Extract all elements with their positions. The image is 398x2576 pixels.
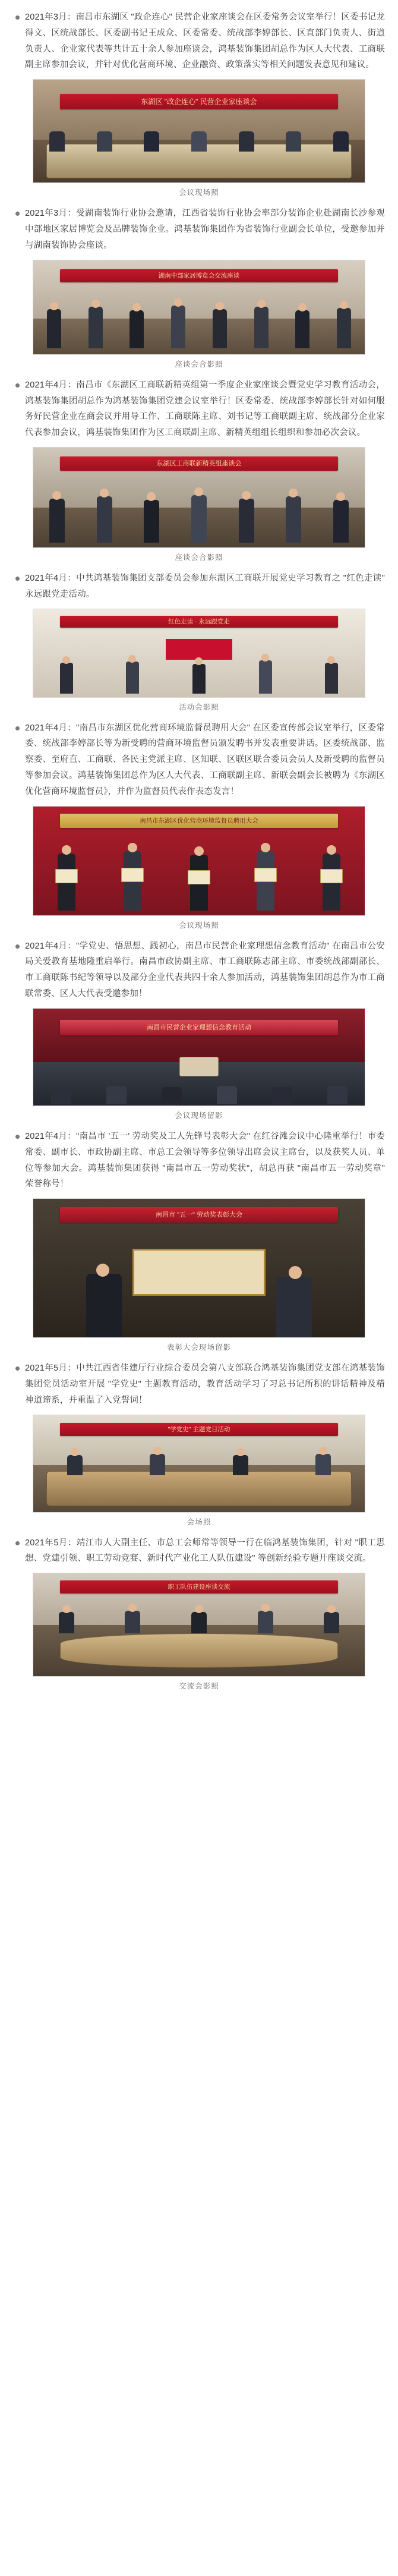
- photo-scene: [33, 807, 365, 915]
- article-entry: [13, 1129, 385, 1352]
- banner-text: 南昌市 "五一" 劳动奖表彰大会: [60, 1207, 339, 1223]
- entry-photo-block: [13, 1415, 385, 1527]
- article-entry: [13, 720, 385, 930]
- photo-party-meeting: [33, 1415, 365, 1513]
- article-entry: [13, 571, 385, 712]
- article-entry: [13, 1535, 385, 1692]
- banner-text: 东湖区工商联新精英组座谈会: [60, 456, 339, 471]
- entry-paragraph: 2021年3月：受湖南装饰行业协会邀请，江西省装饰行业协会率部分装饰企业赴湖南长沙参观中部地区家居博览会及品牌装饰企业。鸿基装饰集团作为省装饰行业副会长单位，受邀参加并与湖南装饰协会座谈。: [13, 206, 385, 253]
- photo-certificate-award: [33, 806, 365, 916]
- entry-paragraph: 2021年4月："学党史、悟思想、践初心，南昌市民营企业家理想信念教育活动" 在南昌市公安局关爱教育基地隆重启举行。南昌市政协副主席、市工商联陈志部主席、市委统战部副部长、市工商联陈书纪等领导以及部分企业代表共四十余人参加活动，鸿基装饰集团胡总作为市工商联常委、区人大代表受邀参加！: [13, 939, 385, 1002]
- banner-text: 东湖区 "政企连心" 民营企业家座谈会: [60, 94, 339, 109]
- entry-photo-block: [13, 1573, 385, 1691]
- photo-caption: 活动会影照: [179, 703, 219, 711]
- banner-text: 南昌市东湖区优化营商环境监督员聘用大会: [60, 814, 339, 828]
- entry-paragraph: 2021年4月："南昌市东湖区优化营商环境监督员聘用大会" 在区委宣传部会议室举行，区委常委、统战部李婷部长等为新受聘的营商环境监督员颁发聘书并发表重要讲话。区委统战部、监察委、至府直、工商联、各民主党派主席、区知联、区联区联合委员会员人及新受聘的监督员等参加会议。鸿基装饰集团总作为区人大代表、工商联副主席、新联会副会长被聘为《东湖区优化营商环境监督员》，并作为监督员代表作表态发言！: [13, 720, 385, 800]
- photo-scene: [33, 1009, 365, 1106]
- entry-photo-block: [13, 806, 385, 930]
- photo-caption: 会议现场照: [179, 921, 219, 930]
- banner-text: 湖南中部家居博览会交流座谈: [60, 269, 339, 282]
- banner-text: 红色走读 · 永远跟党走: [60, 616, 339, 628]
- photo-caption: 表彰大会现场留影: [166, 1343, 231, 1352]
- photo-caption: 会议现场留影: [175, 1111, 223, 1120]
- banner-text: 职工队伍建设座谈交流: [60, 1580, 339, 1594]
- photo-caption: 座谈会合影照: [175, 360, 223, 369]
- photo-scene: [33, 1573, 365, 1676]
- photo-caption: 座谈会合影照: [175, 553, 223, 562]
- entry-photo-block: [13, 260, 385, 369]
- photo-round-table: [33, 1573, 365, 1677]
- entry-paragraph: 2021年4月："南昌市 '五一' 劳动奖及工人先锋号表彰大会" 在红谷滩会议中心隆重举行！市委常委、副市长、市政协副主席、市总工会领导等多位领导出席会议主席台，以及获奖人员、单位等参加大会。鸿基装饰集团获得 "南昌市五一劳动奖状"，胡总再获 "南昌市五一劳动奖章" 荣誉称号！: [13, 1129, 385, 1192]
- photo-award-ceremony: [33, 1198, 365, 1338]
- entry-photo-block: [13, 1198, 385, 1352]
- photo-meeting-hall: [33, 79, 365, 183]
- banner-text: "学党史" 主题党日活动: [60, 1423, 339, 1436]
- entry-paragraph: 2021年4月：南昌市《东湖区工商联新精英组第一季度企业家座谈会暨党史学习教育活动会，鸿基装饰集团胡总作为鸿基装饰集团党建会议室举行！区委常委、统战部李婷部长针对如何服务好民营企业在商会议并用导工作、工商联陈主席、刘书记等工商联副主席、统战部分企业家代表参加会议，鸿基装饰集团作为区工商联副主席、新精英组组长组织和参加必次会议。: [13, 377, 385, 441]
- photo-scene: [33, 448, 365, 547]
- photo-red-tour: [33, 609, 365, 698]
- article-entry: [13, 1361, 385, 1526]
- photo-caption: 会场照: [187, 1517, 211, 1526]
- entry-photo-block: [13, 447, 385, 562]
- entry-paragraph: 2021年5月：靖江市人大副主任、市总工会师常等领导一行在临鸿基装饰集团，针对 "职工思想、党建引领、职工劳动竞赛、新时代产业化工人队伍建设" 等创新经验专题开座谈交流。: [13, 1535, 385, 1567]
- banner-text: 南昌市民营企业家理想信念教育活动: [60, 1020, 339, 1035]
- photo-caption: 会议现场照: [179, 188, 219, 197]
- article-entry: [13, 206, 385, 369]
- photo-scene: [33, 1415, 365, 1512]
- photo-auditorium: [33, 1008, 365, 1106]
- entry-paragraph: 2021年4月：中共鸿基装饰集团支部委员会参加东湖区工商联开展党史学习教育之 "红色走读" 永远跟党走活动。: [13, 571, 385, 603]
- photo-scene: [33, 1199, 365, 1337]
- entry-paragraph: 2021年3月：南昌市东湖区 "政企连心" 民营企业家座谈会在区委常务会议室举行！区委书记龙得文、区统战部长、区委副书记王成众、区委常委、统战部李婷部长、区直部门负责人、街道负责人、企业家代表等共计五十余人参加座谈会，鸿基装饰集团胡总作为区人大代表、工商联副主席参加会议，并针对优化营商环境、企业融资、政策落实等相关问题发表意见和建议。: [13, 10, 385, 73]
- article-entry: [13, 939, 385, 1120]
- article-entry: [13, 10, 385, 197]
- entry-photo-block: [13, 79, 385, 197]
- photo-caption: 交流会影照: [179, 1682, 219, 1691]
- photo-scene: [33, 609, 365, 697]
- photo-scene: [33, 80, 365, 182]
- photo-group-hunan: [33, 260, 365, 355]
- photo-scene: [33, 260, 365, 354]
- entry-photo-block: [13, 609, 385, 712]
- entry-photo-block: [13, 1008, 385, 1120]
- article-entry: [13, 377, 385, 562]
- entry-paragraph: 2021年5月：中共江西省佳建厅行业综合委员会第八支部联合鸿基装饰集团党支部在鸿基装饰集团党员活动室开展 "学党史" 主题教育活动，教育活动学习了习总书记所积的讲话精神及精神道谛系，并重温了入党誓词！: [13, 1361, 385, 1408]
- photo-group-donghu: [33, 447, 365, 548]
